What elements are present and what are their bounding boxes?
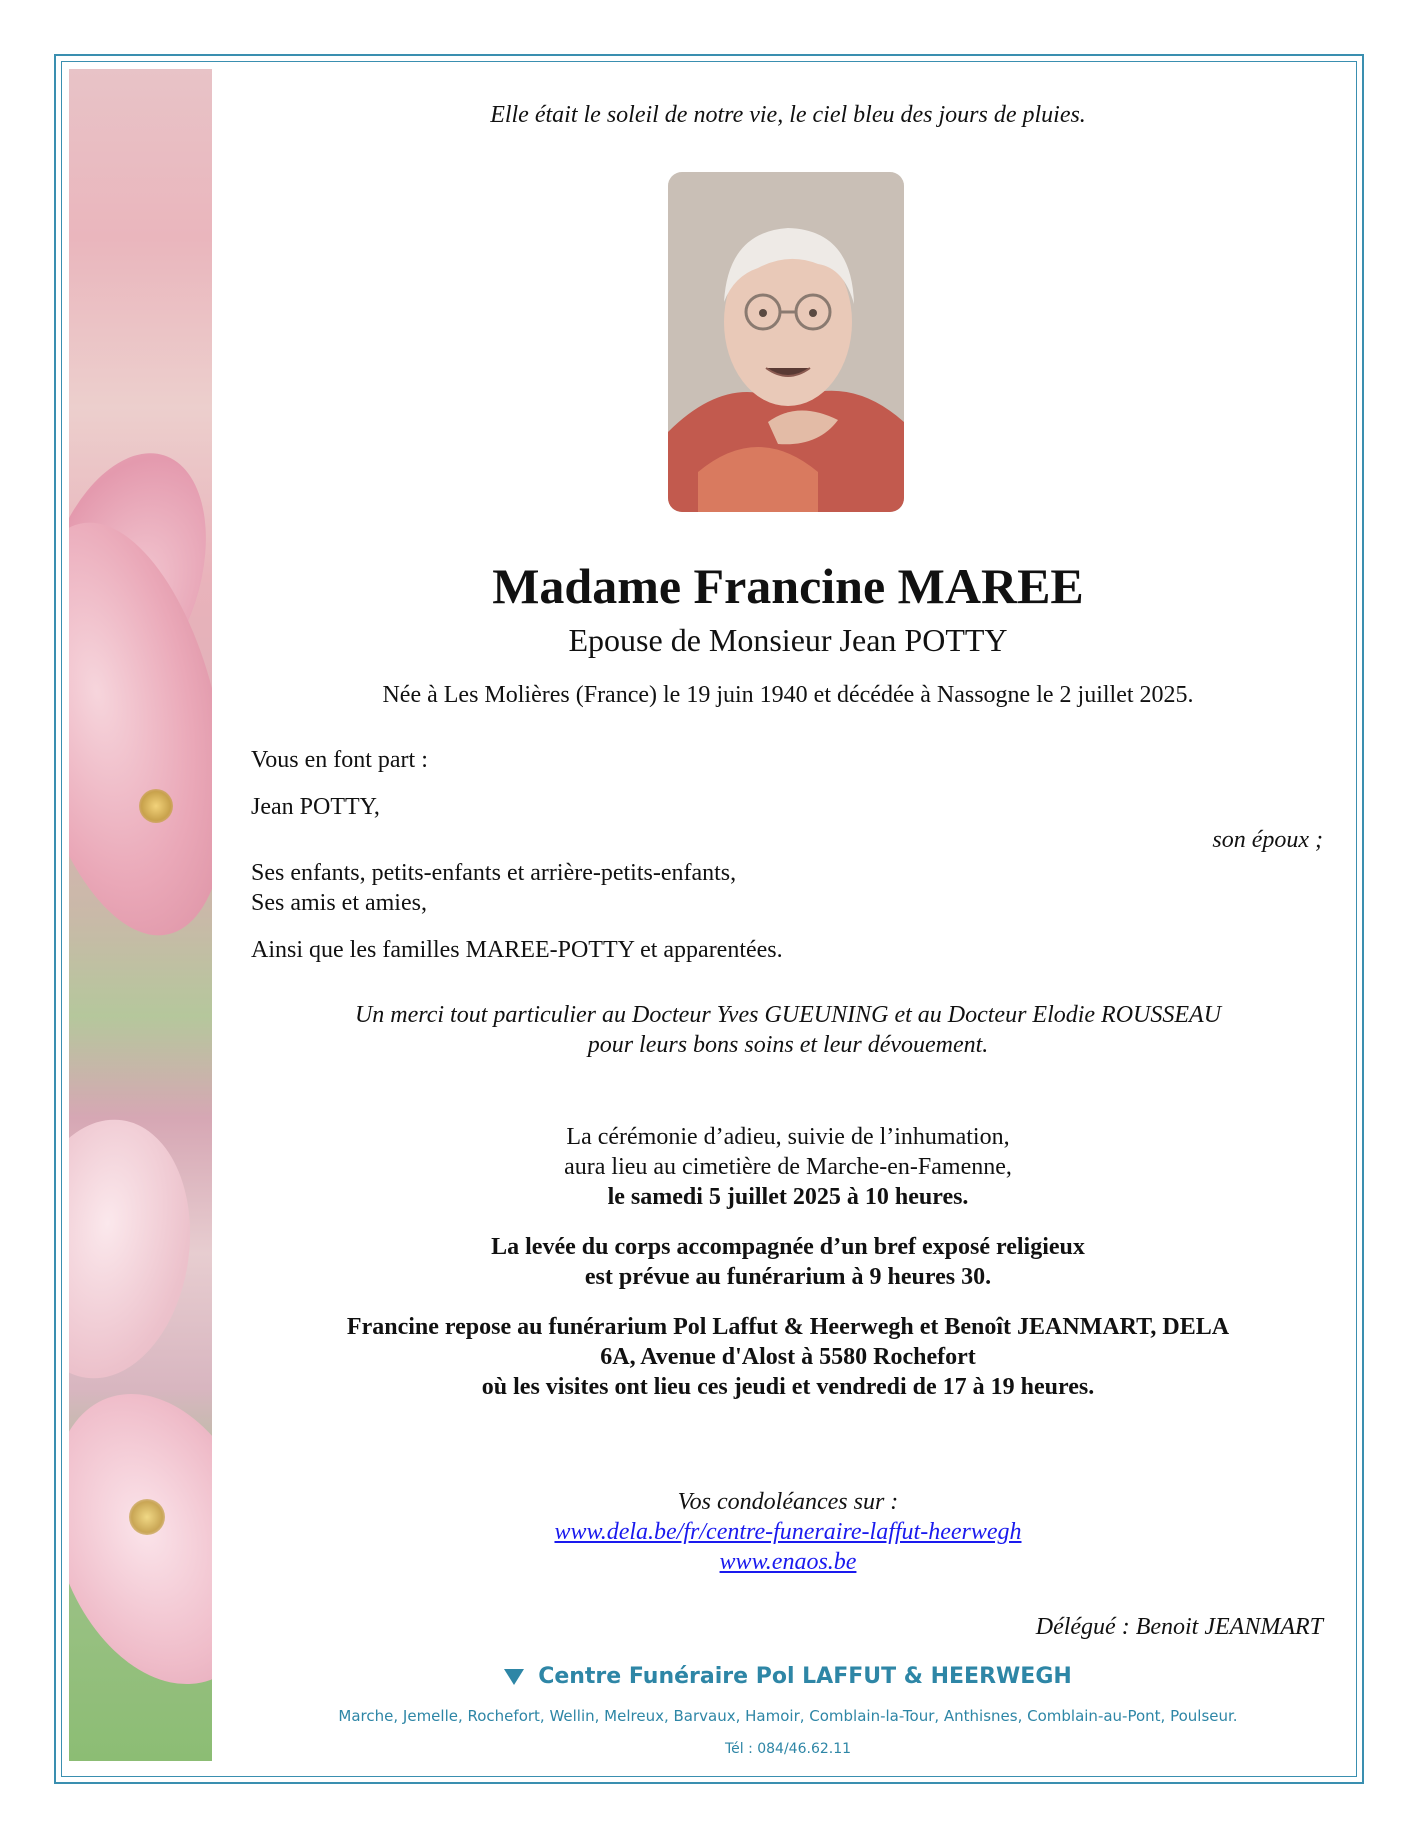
deceased-name: Madame Francine MAREE — [492, 558, 1084, 614]
announcement-intro: Vous en font part : — [251, 747, 428, 773]
condolences-link-dela[interactable]: www.dela.be/fr/centre-funeraire-laffut-heerwegh — [554, 1519, 1022, 1545]
flower-petal — [69, 1108, 206, 1389]
spouse-name: Jean POTTY, — [251, 794, 380, 820]
flower-stamen — [129, 1499, 165, 1535]
spouse-line: Epouse de Monsieur Jean POTTY — [568, 622, 1008, 658]
footer-company — [212, 1664, 1364, 1689]
condolences-label: Vos condoléances sur : — [677, 1489, 899, 1515]
rest-line-1: Francine repose au funérarium Pol Laffut & Heerwegh et Benoît JEANMART, DELA — [346, 1314, 1230, 1340]
thanks-line-1: Un merci tout particulier au Docteur Yves GUEUNING et au Docteur Elodie ROUSSEAU — [354, 1002, 1222, 1028]
footer-towns: Marche, Jemelle, Rochefort, Wellin, Melreux, Barvaux, Hamoir, Comblain-la-Tour, Anthisnes, Comblain-au-Pont, Poulseur. — [338, 1707, 1238, 1725]
flower-petal — [69, 1364, 212, 1714]
portrait-illustration — [668, 172, 904, 512]
condolences-link-2-wrapper — [212, 1547, 1364, 1577]
rest-line-3: où les visites ont lieu ces jeudi et vendredi de 17 à 19 heures. — [481, 1374, 1095, 1400]
friends-line: Ses amis et amies, — [251, 890, 427, 916]
families-line: Ainsi que les familles MAREE-POTTY et apparentées. — [251, 937, 783, 963]
footer-tel: Tél : 084/46.62.11 — [724, 1741, 852, 1757]
rest-line-2: 6A, Avenue d'Alost à 5580 Rochefort — [600, 1344, 976, 1370]
ceremony-line-1: La cérémonie d’adieu, suivie de l’inhumation, — [566, 1124, 1010, 1150]
spouse-role: son époux ; — [1212, 827, 1323, 853]
condolences-link-1-wrapper — [212, 1517, 1364, 1547]
children-line: Ses enfants, petits-enfants et arrière-petits-enfants, — [251, 860, 737, 886]
ceremony-line-2: aura lieu au cimetière de Marche-en-Famenne, — [564, 1154, 1012, 1180]
levee-line-2: est prévue au funérarium à 9 heures 30. — [584, 1264, 992, 1290]
footer-company-name: Centre Funéraire Pol LAFFUT & HEERWEGH — [538, 1664, 1072, 1689]
epigraph: Elle était le soleil de notre vie, le ciel bleu des jours de pluies. — [490, 102, 1086, 128]
levee-line-1: La levée du corps accompagnée d’un bref exposé religieux — [491, 1234, 1085, 1260]
flower-decoration — [69, 69, 212, 1761]
flower-stamen — [139, 789, 173, 823]
condolences-link-enaos[interactable]: www.enaos.be — [719, 1549, 857, 1575]
birth-death-line: Née à Les Molières (France) le 19 juin 1940 et décédée à Nassogne le 2 juillet 2025. — [382, 682, 1194, 708]
ceremony-date: le samedi 5 juillet 2025 à 10 heures. — [607, 1184, 969, 1210]
delegate-line: Délégué : Benoit JEANMART — [1035, 1614, 1323, 1640]
triangle-down-icon — [504, 1669, 524, 1685]
thanks-line-2: pour leurs bons soins et leur dévouement. — [587, 1032, 989, 1058]
portrait-photo — [668, 172, 904, 512]
